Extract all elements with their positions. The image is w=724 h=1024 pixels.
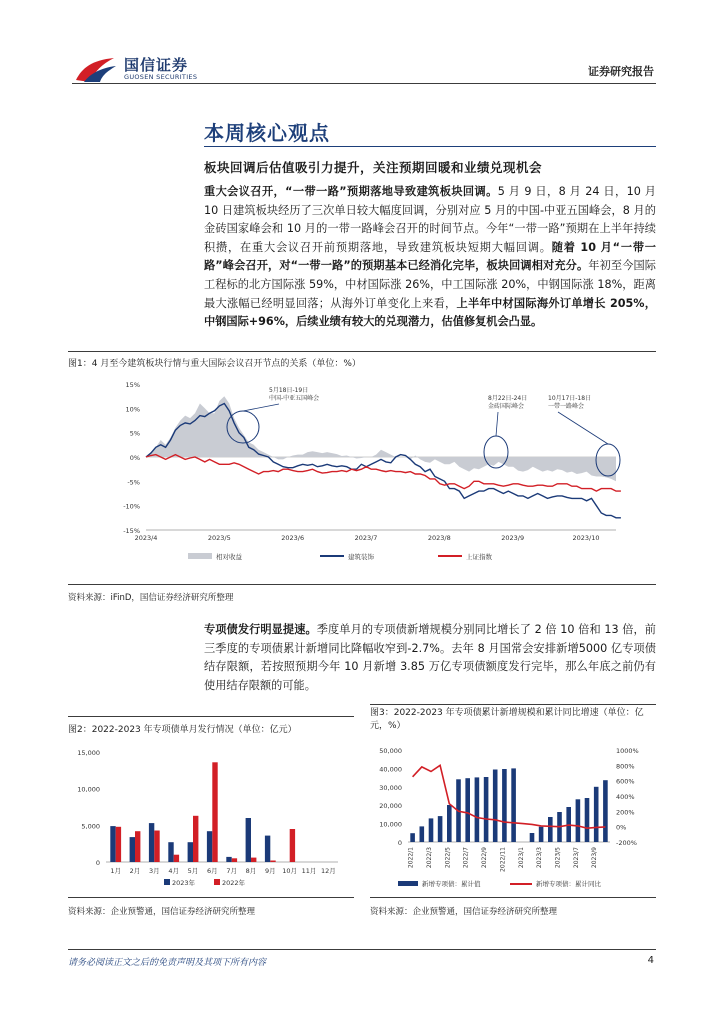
fig3-x-tick-label: 2022/11 [499,847,507,872]
fig2-bar-2023 [168,842,173,862]
fig2-bar-2022 [193,816,198,862]
section-subtitle: 板块回调后估值吸引力提升，关注预期回暖和业绩兑现机会 [204,160,543,175]
fig3-bar-cumulative [438,816,443,842]
fig1-legend-label: 建筑装饰 [348,553,374,561]
fig3-x-tick-label: 2023/9 [591,847,599,869]
fig2-source: 资料来源：企业预警通，国信证券经济研究所整理 [68,907,256,917]
fig3-bar-cumulative [585,798,590,842]
fig3-bar-cumulative [410,833,415,842]
fig2-bar-2023 [246,818,251,862]
fig2-legend-swatch [214,879,220,885]
fig2-bar-2022 [116,827,121,862]
fig2-chart [66,742,356,894]
fig3-chart [368,738,658,898]
fig3-y-left-tick-label: 0 [397,839,402,847]
fig2-title: 图2：2022-2023 年专项债单月发行情况（单位：亿元） [68,725,297,735]
para1-body1: 5 月 9 日，8 月 24 日，10 月 10 日建筑板块经历了三次单日较大幅度回调，分别对应 5 月的中国-中亚五国峰会，8 月的金砖国家峰会和 10 月的一带一路峰会召开的时间节点。今年“一带一路”预期在上半年持续积攒，在重大会议召开前预期落地，导致建筑板块短期大幅回调。 [204,185,656,254]
fig3-bar-cumulative [493,770,498,843]
fig1-chart [68,372,668,577]
fig3-x-tick-label: 2022/3 [425,847,433,869]
fig2-x-tick-label: 10月 [282,867,298,875]
fig1-title: 图1：4 月至今建筑板块行情与重大国际会议召开节点的关系（单位：%） [68,359,361,369]
fig2-bar-2022 [174,855,179,862]
fig3-bar-cumulative [603,780,608,842]
para2-lead: 专项债发行明显提速。 [204,623,317,636]
fig3-x-tick-label: 2022/7 [462,847,470,869]
fig3-x-tick-label: 2022/1 [407,847,415,869]
fig2-x-tick-label: 11月 [301,867,317,875]
fig3-x-tick-label: 2022/5 [444,847,452,869]
fig1-annotation-arrow [243,404,279,411]
fig2-bar-2023 [226,857,231,862]
fig3-legend-label: 新增专项债：累计同比 [536,880,601,888]
fig1-legend-swatch [188,553,212,559]
fig1-x-tick-label: 2023/5 [207,534,231,542]
fig3-y-left-tick-label: 40,000 [379,765,402,774]
fig2-x-tick-label: 3月 [149,867,160,875]
fig3-y-right-tick-label: 600% [616,777,635,786]
fig2-bar-2022 [251,858,256,862]
fig1-x-tick-label: 2023/4 [134,534,158,542]
fig2-x-tick-label: 1月 [110,867,121,875]
fig2-bar-2023 [265,836,270,862]
fig1-annotation-date: 5月18日-19日 [269,387,309,394]
fig2-top-rule [68,716,354,717]
fig2-x-tick-label: 5月 [187,867,199,875]
page-number: 4 [647,955,654,966]
fig3-y-right-tick-label: 400% [616,793,635,801]
fig2-y-tick-label: 15,000 [77,749,100,757]
fig1-annotation-event: 中国-中亚五国峰会 [269,395,320,402]
fig3-y-right-tick-label: 1000% [616,747,639,755]
fig3-x-tick-label: 2023/3 [536,847,544,869]
guosen-logo-icon [74,54,118,84]
fig3-y-right-tick-label: 800% [616,762,635,771]
fig1-source: 资料来源：iFinD，国信证券经济研究所整理 [68,593,234,603]
paragraph-2 [204,621,656,695]
section-title-rule [204,146,656,147]
fig3-y-left-tick-label: 20,000 [379,802,402,811]
brand-en: GUOSEN SECURITIES [124,73,198,81]
fig1-annotation-event: 金砖国际峰会 [488,403,525,410]
fig1-legend-label: 上证指数 [466,553,492,561]
fig3-bar-cumulative [594,787,599,842]
fig2-bar-2022 [270,861,275,863]
fig1-annotation-date: 8月22日-24日 [488,395,528,402]
fig3-bar-cumulative [576,799,581,842]
fig3-legend-label: 新增专项债：累计值 [422,880,481,888]
fig3-y-left-tick-label: 50,000 [379,747,402,755]
para1-lead: 重大会议召开，“一带一路”预期落地导致建筑板块回调。 [204,185,498,198]
fig2-y-tick-label: 10,000 [77,785,100,794]
fig1-legend-label: 相对收益 [216,553,242,561]
fig1-y-tick-label: 0% [129,454,140,462]
footer-disclaimer: 请务必阅读正文之后的免责声明及其项下所有内容 [68,958,267,968]
paragraph-1 [204,183,656,332]
fig1-y-tick-label: -15% [123,527,140,535]
fig2-x-tick-label: 4月 [168,867,179,875]
fig1-x-tick-label: 2023/6 [281,534,305,542]
fig1-top-rule [68,351,656,352]
fig1-x-tick-label: 2023/10 [572,534,600,542]
fig1-y-tick-label: -10% [123,502,140,511]
fig2-x-tick-label: 8月 [245,867,257,875]
section-title: 本周核心观点 [204,121,330,145]
brand-cn: 国信证券 [124,56,189,74]
fig1-y-tick-label: -5% [127,478,140,487]
fig3-bar-cumulative [539,827,544,842]
fig1-annotation-event: 一带一路峰会 [548,403,585,410]
fig3-y-right-tick-label: 200% [616,808,635,817]
fig3-bar-cumulative [502,769,507,842]
fig3-bar-cumulative [548,817,553,842]
para1-body2: 年初至今国际工程标的北方国际涨 59%，中材国际涨 26%，中工国际涨 20%，中钢国际涨 18%，距离最大涨幅已经明显回落；从海外订单变化上来看， [204,259,656,310]
fig2-bar-2023 [110,826,115,862]
fig1-y-tick-label: 10% [125,405,140,414]
fig3-source: 资料来源：企业预警通，国信证券经济研究所整理 [370,907,558,917]
fig1-y-tick-label: 15% [125,381,140,389]
fig3-x-tick-label: 2023/7 [572,847,580,869]
fig2-bar-2022 [212,762,217,862]
fig3-y-right-tick-label: -200% [616,839,637,847]
fig2-x-tick-label: 2月 [129,867,141,875]
fig3-top-rule [370,704,656,705]
para2-body: 季度单月的专项债新增规模分别同比增长了 2 倍 10 倍和 13 倍，前三季度的专项债累计新增同比降幅收窄到-2.7%。去年 8 月国常会安排新增5000 亿专项债结存限额，若按照预期今年 10 月新增 3.85 万亿专项债额度发行完毕，那么年底之前仍有使用结存限额的可能。 [204,623,656,692]
fig2-x-tick-label: 12月 [320,867,336,875]
fig1-y-tick-label: 5% [129,429,140,438]
fig3-y-right-tick-label: 0% [616,823,627,832]
fig3-bar-cumulative [429,818,434,842]
fig2-bar-2023 [149,823,154,862]
fig3-bar-cumulative [484,777,489,842]
fig3-legend-swatch [398,881,418,886]
fig3-bar-cumulative [475,777,480,842]
fig1-x-tick-label: 2023/9 [501,534,525,542]
fig2-bottom-rule [68,897,354,898]
fig3-bar-cumulative [420,826,425,842]
fig3-x-tick-label: 2023/1 [517,847,525,869]
fig1-annotation-arrow [558,412,608,444]
fig2-legend-swatch [164,879,170,885]
fig1-bottom-rule [68,584,656,585]
para1-bold3: 上半年中材国际海外订单增长 205%，中钢国际+96%，后续业绩有较大的兑现潜力，估值修复机会凸显。 [204,296,656,329]
fig2-x-tick-label: 6月 [207,867,218,875]
fig2-legend-label: 2022年 [222,879,246,887]
header-rule [72,83,656,84]
fig2-bar-2022 [232,858,237,862]
report-type: 证券研究报告 [588,65,654,78]
fig2-bar-2023 [188,842,193,862]
fig3-bar-cumulative [447,805,452,842]
fig2-y-tick-label: 0 [95,859,100,867]
fig2-legend-label: 2023年 [172,879,196,887]
fig3-bar-cumulative [511,768,516,842]
fig3-bar-cumulative [530,833,535,842]
fig2-x-tick-label: 9月 [265,867,276,875]
fig3-y-left-tick-label: 30,000 [379,783,402,792]
fig3-bar-cumulative [465,778,470,842]
fig2-x-tick-label: 7月 [226,867,237,875]
fig1-annotation-date: 10月17日-18日 [548,395,592,402]
para1-bold2: 随着 10 月“一带一路”峰会召开，对“一带一路”的预期基本已经消化完毕，板块回调相对充分。 [204,240,656,273]
fig1-x-tick-label: 2023/7 [354,534,378,542]
fig2-bar-2022 [154,831,159,863]
fig2-bar-2022 [290,829,295,862]
fig1-annotation-arrow [496,412,498,436]
fig3-title: 图3：2022-2023 年专项债累计新增规模和累计同比增速（单位：亿元，%） [370,708,644,731]
fig2-bar-2023 [130,837,135,862]
fig3-x-tick-label: 2022/9 [481,847,489,869]
footer-rule [68,949,656,950]
fig2-bar-2022 [135,831,140,862]
fig2-y-tick-label: 5,000 [81,822,100,831]
fig3-bottom-rule [370,897,656,898]
fig2-bar-2023 [207,831,212,862]
fig1-x-tick-label: 2023/8 [427,534,451,542]
fig3-x-tick-label: 2023/5 [554,847,562,869]
header-logo [74,54,214,86]
fig3-y-left-tick-label: 10,000 [379,820,402,829]
